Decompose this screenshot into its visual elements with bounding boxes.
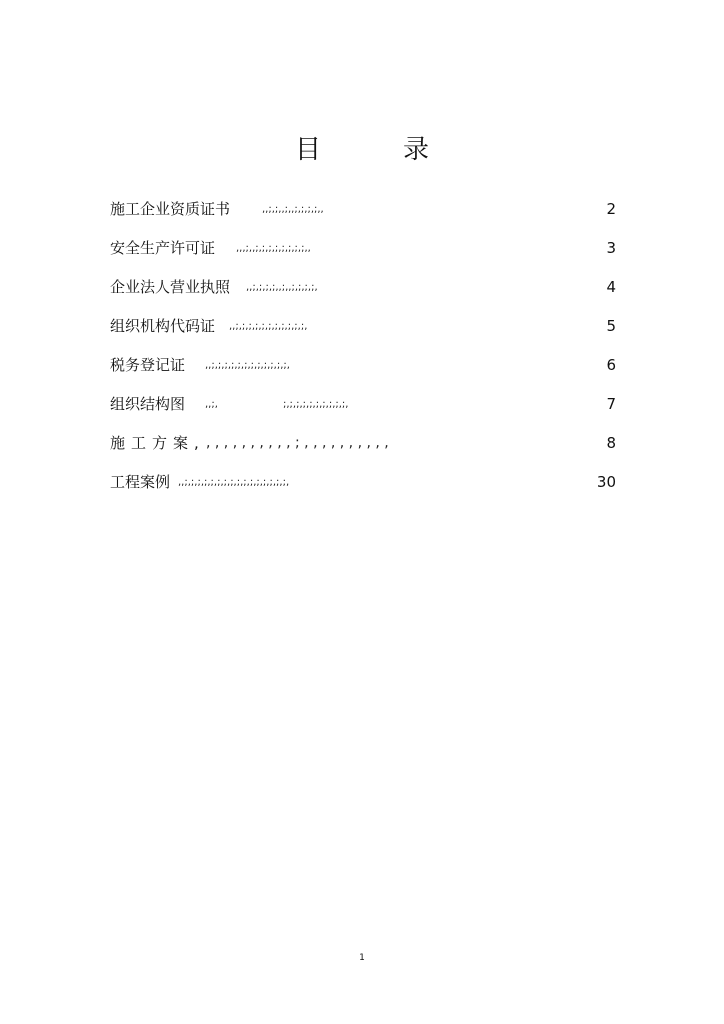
toc-entry-label: 安全生产许可证: [110, 239, 216, 257]
toc-leader: ,,;,: [205, 399, 218, 410]
toc-entry[interactable]: [110, 313, 616, 352]
toc-leader: ,,;,;,;,;,;,;,;,;,;,;,;,: [229, 321, 308, 332]
toc-leader: ,,;,;,,;,,;,;,;,;,,: [262, 204, 324, 215]
toc-leader: ,,;,;,;,;,;,;,;,;,;,;,;,;,;,;,;,;,: [178, 477, 290, 488]
page-number-footer: 1: [359, 953, 365, 963]
toc-leader: ,,;,;,;,;,;,;,;,;,;,;,;,;,: [205, 360, 290, 371]
toc-leader: ,,,;,,;,;,;,;,;,;,;,;,,: [236, 243, 311, 254]
toc-entry-label: 企业法人营业执照: [110, 278, 231, 296]
toc-entry[interactable]: [110, 469, 616, 508]
toc-entry[interactable]: [110, 430, 616, 469]
toc-page-number: 5: [606, 317, 616, 335]
toc-leader: ,,;,;,;,;,,;,,;,;,;,;,: [246, 282, 318, 293]
toc-entry-label: 税务登记证: [110, 356, 186, 374]
toc-entry[interactable]: [110, 391, 616, 430]
toc-page-number: 4: [606, 278, 616, 296]
toc-leader: , , , , , , , , , , ; , , , , , , , , , ,: [206, 435, 389, 451]
toc-page-number: 8: [606, 434, 616, 452]
toc-page-number: 7: [606, 395, 616, 413]
toc-leader: ;,;,;,;,;,;,;,;,;,;,: [283, 399, 349, 410]
toc-entry[interactable]: [110, 196, 616, 235]
toc-entry[interactable]: [110, 274, 616, 313]
toc-entry-label: 工程案例: [110, 473, 171, 491]
toc-page-number: 6: [606, 356, 616, 374]
table-of-contents: [110, 196, 616, 508]
toc-entry-label: 施工方案,: [110, 434, 205, 452]
toc-entry[interactable]: [110, 235, 616, 274]
toc-entry-label: 组织机构代码证: [110, 317, 216, 335]
toc-entry-label: 施工企业资质证书: [110, 200, 231, 218]
page-title: 目 录: [294, 135, 457, 165]
toc-entry-label: 组织结构图: [110, 395, 186, 413]
toc-page-number: 2: [606, 200, 616, 218]
toc-entry[interactable]: [110, 352, 616, 391]
toc-page-number: 3: [606, 239, 616, 257]
toc-page-number: 30: [596, 473, 616, 491]
